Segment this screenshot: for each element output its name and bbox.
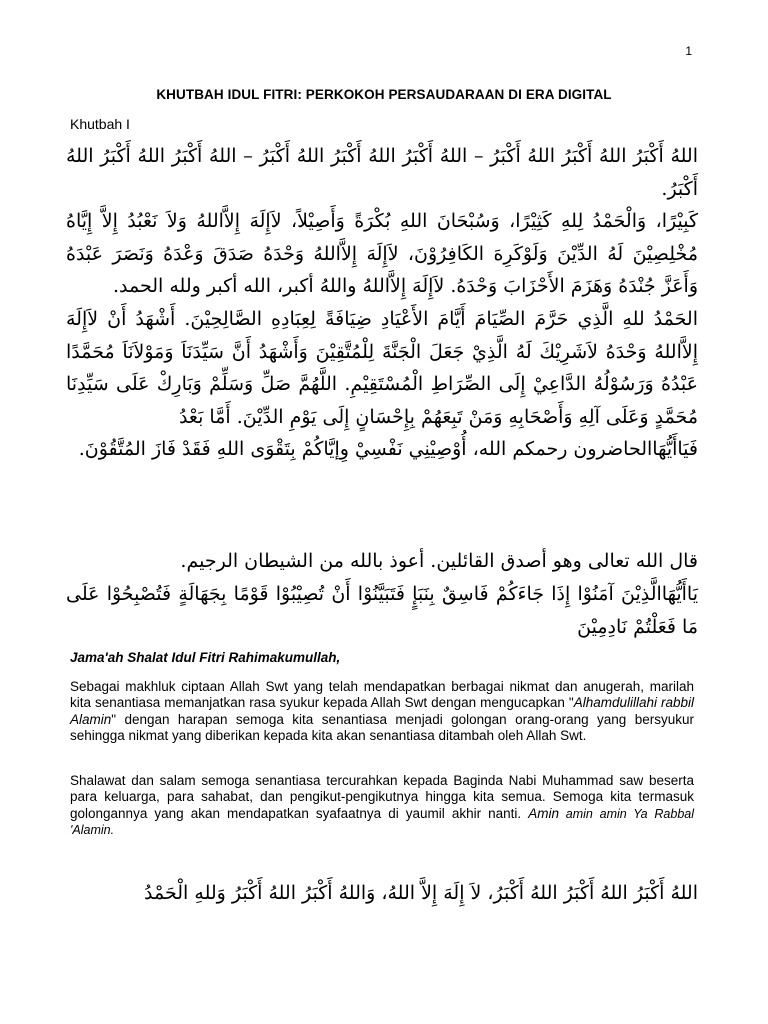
paragraph-gratitude bbox=[70, 679, 694, 745]
page-number: 1 bbox=[685, 44, 692, 58]
para1-text-before: Sebagai makhluk ciptaan Allah Swt yang telah mendapatkan berbagai nikmat dan anugerah, marilah kita senantiasa memanjatkan rasa syukur kepada Allah Swt dengan mengucapkan " bbox=[70, 679, 694, 711]
arabic-quote-verse: يَاأَيُّهَاالَّذِيْنَ آمَنُوْا إِذَا جَاءَكُمْ فَاسِقٌ بِنَبَإٍ فَتَبَيَّنُوْا أَنْ تُصِيْبُوْا قَوْمًا بِجَهَالَةٍ فَتُصْبِحُوْا عَلَى مَا فَعَلْتُمْ نَادِمِيْنَ bbox=[66, 583, 698, 638]
document-title: KHUTBAH IDUL FITRI: PERKOKOH PERSAUDARAAN DI ERA DIGITAL bbox=[156, 87, 612, 102]
arabic-tahlil: كَبِيْرًا، وَالْحَمْدُ لِلهِ كَثِيْرًا، وَسُبْحَانَ اللهِ بُكْرَةً وَأَصِيْلاً، لاَإِلَهَ إِلاَّاللهُ وَلاَ نَعْبُدُ إِلاَّ إِيَّاهُ مُخْلِصِيْنَ لَهُ الدِّيْنَ وَلَوْكَرِهَ الكَافِرُوْنَ، لاَإِلَهَ إِلاَّاللهُ وَحْدَهُ صَدَقَ وَعْدَهُ وَنَصَرَ عَبْدَهُ وَأَعَزَّ جُنْدَهُ وَهَزَمَ الأَحْزَابَ وَحْدَهُ. لاَإِلَهَ إِلاَّاللهُ واللهُ أكبر، الله أكبر ولله الحمد. bbox=[66, 210, 698, 298]
para2-italic-amin: Amin bbox=[528, 805, 559, 821]
arabic-closing-line: اللهُ أَكْبَرُ اللهُ أَكْبَرُ اللهُ أَكْبَرُ، لاَ إِلَهَ إِلاَّ اللهُ، وَاللهُ أَكْبَرُ اللهُ أَكْبَرُ وَللهِ الْحَمْدُ bbox=[144, 882, 698, 904]
arabic-closing-takbir bbox=[66, 876, 698, 910]
arabic-takbir: اللهُ أَكْبَرُ اللهُ أَكْبَرُ اللهُ أَكْبَرُ – اللهُ أَكْبَرُ اللهُ أَكْبَرُ اللهُ أَكْبَرُ – اللهُ أَكْبَرُ اللهُ أَكْبَرُ اللهُ أَكْبَرُ. bbox=[66, 145, 698, 200]
arabic-hamdalah-syahadat: الحَمْدُ للهِ الَّذِي حَرَّمَ الصِّيَامَ أَيَّامَ الأَعْيَادِ ضِيَافَةً لِعِبَادِهِ الصَّالِحِيْنَ. أَشْهَدُ أَنْ لاَإِلَهَ إِلاَّاللهُ وَحْدَهُ لاَشَرِيْكَ لَهُ الَّذِيْ جَعَلَ الْجَنَّةَ لِلْمُتَّقِيْنَ وَأَشْهَدُ أَنَّ سَيِّدَنَاَ وَمَوْلاَنَاَ مُحَمَّدًا عَبْدُهُ وَرَسُوْلُهُ الدَّاعِيْ إِلَى الصِّرَاطِ الْمُسْتَقِيْمِ. اللَّهُمَّ صَلِّ وَسَلِّمْ وَبَارِكْ عَلَى سَيِّدِنَا مُحَمَّدٍ وَعَلَى آلِهِ وَأَصْحَابِهِ وَمَنْ تَبِعَهُمْ بِإِحْسَانٍ إِلَى يَوْمِ الدِّيْنَ. أَمَّا بَعْدُ bbox=[66, 307, 698, 428]
khutbah-label: Khutbah I bbox=[70, 116, 130, 132]
paragraph-shalawat bbox=[70, 773, 694, 839]
arabic-quran-quote bbox=[66, 545, 698, 644]
para2-text-before: Shalawat dan salam semoga senantiasa tercurahkan kepada Baginda Nabi Muhammad saw beserta para keluarga, para sahabat, dan pengikut-pengikutnya hingga kita semua. Semoga kita termasuk golongannya yang akan mendapatkan syafaatnya di yaumil akhir nanti. bbox=[70, 773, 694, 821]
arabic-quote-intro: قال الله تعالى وهو أصدق القائلين. أعوذ بالله من الشيطان الرجيم. bbox=[180, 550, 698, 572]
para1-italic-phrase: Alhamdulillahi rabbil Alamin bbox=[70, 695, 694, 727]
para1-text-after: " dengan harapan semoga kita senantiasa menjadi golongan orang-orang yang bersyukur sehingga nikmat yang diberikan kepada kita akan senantiasa ditambah oleh Allah Swt. bbox=[70, 711, 694, 744]
arabic-opening-text bbox=[66, 140, 698, 466]
section-heading: Jama'ah Shalat Idul Fitri Rahimakumullah, bbox=[70, 650, 341, 665]
arabic-wasiat: فَيَاأَيُّهَاالحاضرون رحمكم الله، أُوْصِيْنِي نَفْسِيْ وِإيَّاكُمْ بِتَقْوَى اللهِ فَقَدْ فَازَ المُتَّقُوْنَ. bbox=[78, 438, 698, 461]
para2-italic-rest: amin amin Ya Rabbal 'Alamin. bbox=[70, 806, 694, 838]
